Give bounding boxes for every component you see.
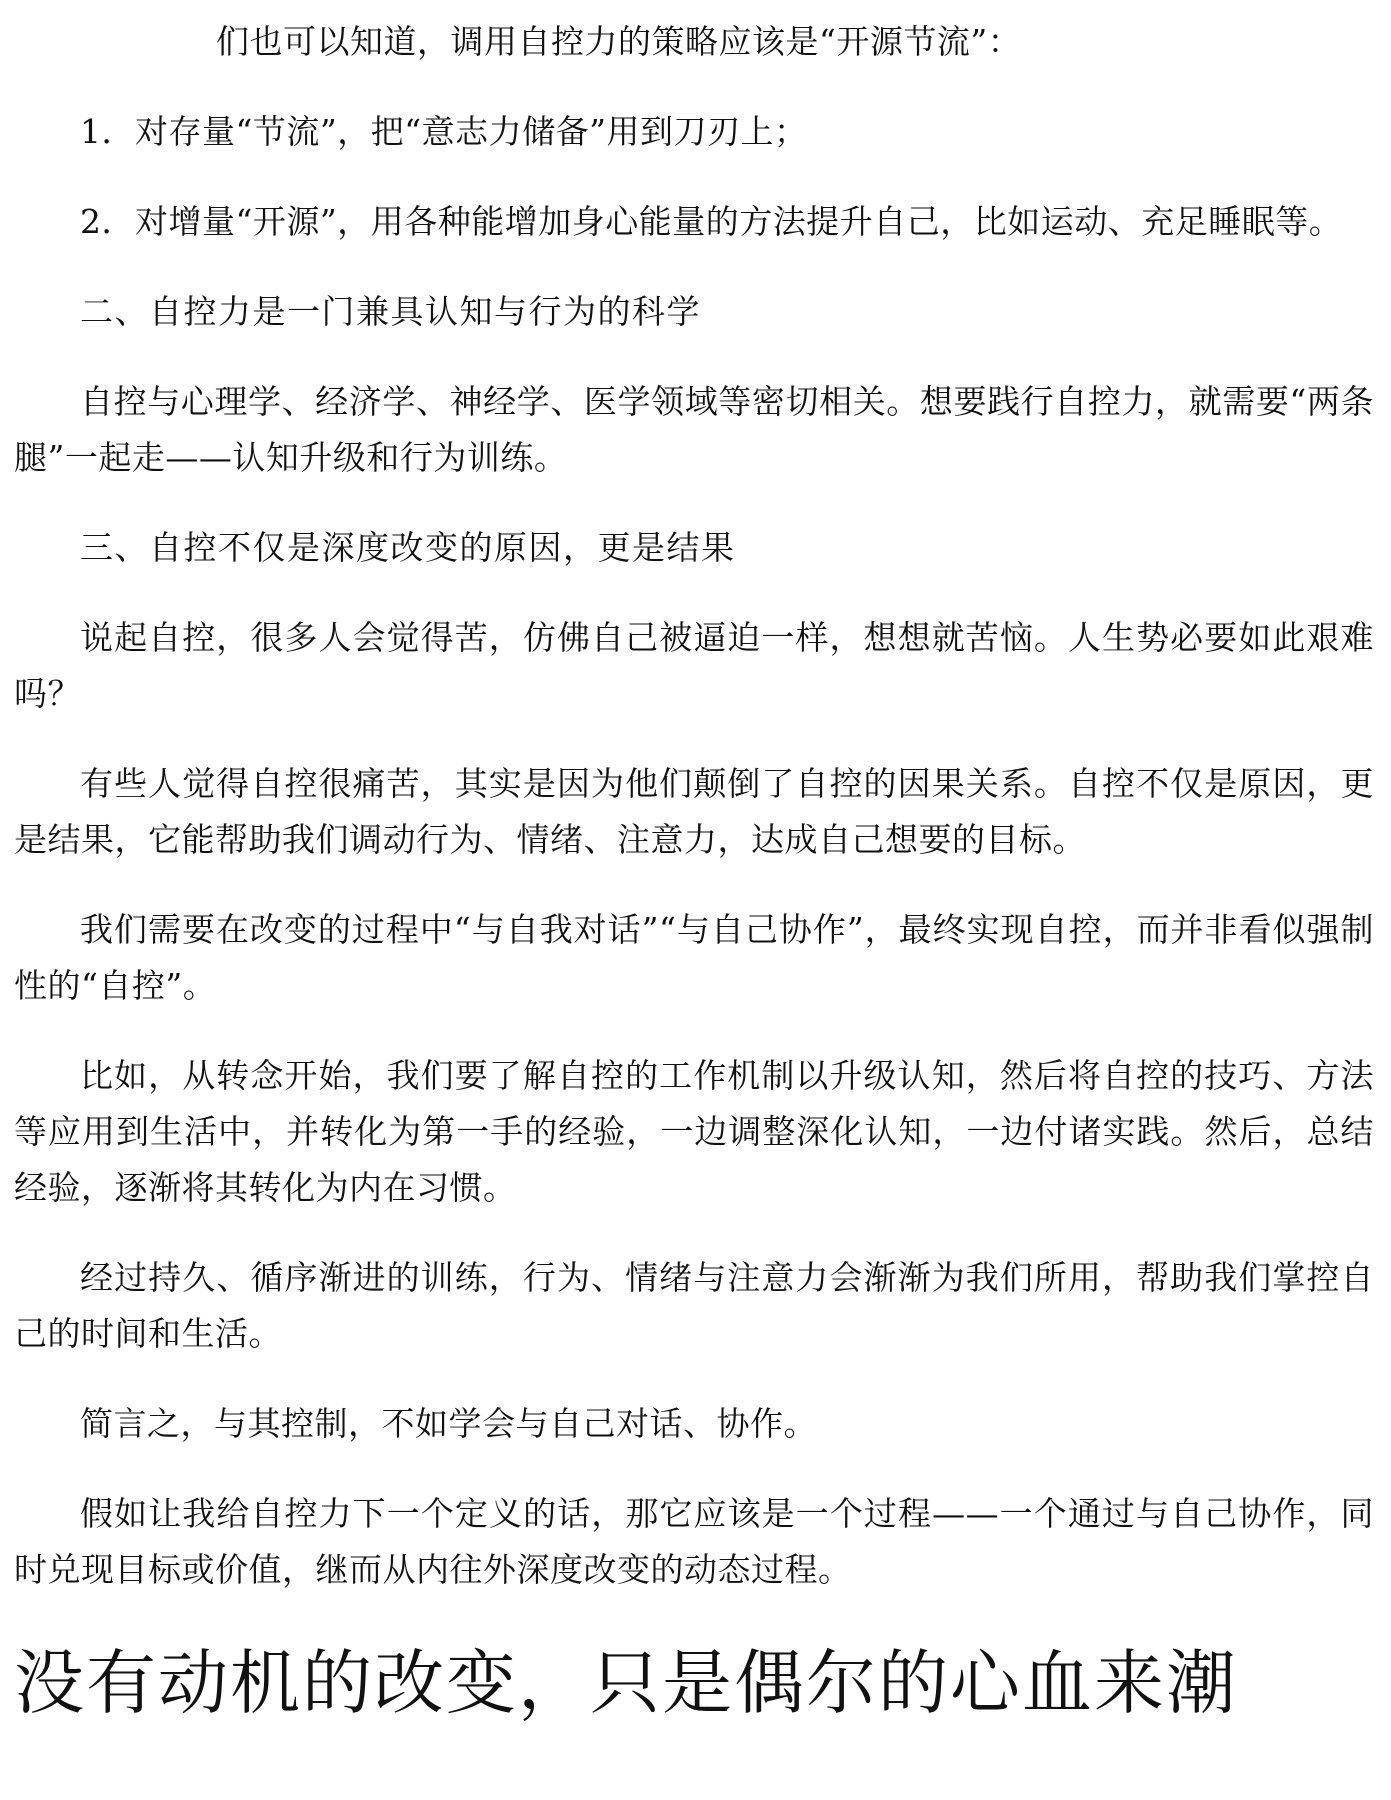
body-paragraph: 自控与心理学、经济学、神经学、医学领域等密切相关。想要践行自控力，就需要“两条腿”一起走——认知升级和行为训练。 (14, 382, 1374, 477)
body-paragraph: 假如让我给自控力下一个定义的话，那它应该是一个过程——一个通过与自己协作，同时兑现目标或价值，继而从内往外深度改变的动态过程。 (14, 1494, 1374, 1589)
section-heading-2: 二、自控力是一门兼具认知与行为的科学 (80, 292, 701, 331)
list-item-1: 1．对存量“节流”，把“意志力储备”用到刀刃上； (80, 112, 808, 151)
body-paragraph: 我们需要在改变的过程中“与自我对话”“与自己协作”，最终实现自控，而并非看似强制性的“自控”。 (14, 910, 1374, 1005)
chapter-title: 没有动机的改变，只是偶尔的心血来潮 (14, 1642, 1238, 1724)
body-paragraph: 比如，从转念开始，我们要了解自控的工作机制以升级认知，然后将自控的技巧、方法等应用到生活中，并转化为第一手的经验，一边调整深化认知，一边付诸实践。然后，总结经验，逐渐将其转化为内在习惯。 (14, 1056, 1374, 1207)
body-paragraph: 简言之，与其控制，不如学会与自己对话、协作。 (80, 1404, 817, 1443)
list-item-2: 2．对增量“开源”，用各种能增加身心能量的方法提升自己，比如运动、充足睡眠等。 (80, 202, 1343, 241)
body-paragraph: 有些人觉得自控很痛苦，其实是因为他们颠倒了自控的因果关系。自控不仅是原因，更是结果，它能帮助我们调动行为、情绪、注意力，达成自己想要的目标。 (14, 764, 1374, 859)
body-paragraph: 经过持久、循序渐进的训练，行为、情绪与注意力会渐渐为我们所用，帮助我们掌控自己的时间和生活。 (14, 1258, 1374, 1353)
continuation-paragraph: 们也可以知道，调用自控力的策略应该是“开源节流”： (216, 22, 1022, 61)
section-heading-3: 三、自控不仅是深度改变的原因，更是结果 (80, 528, 736, 567)
document-page (14, 0, 1374, 1800)
body-paragraph: 说起自控，很多人会觉得苦，仿佛自己被逼迫一样，想想就苦恼。人生势必要如此艰难吗？ (14, 618, 1374, 713)
